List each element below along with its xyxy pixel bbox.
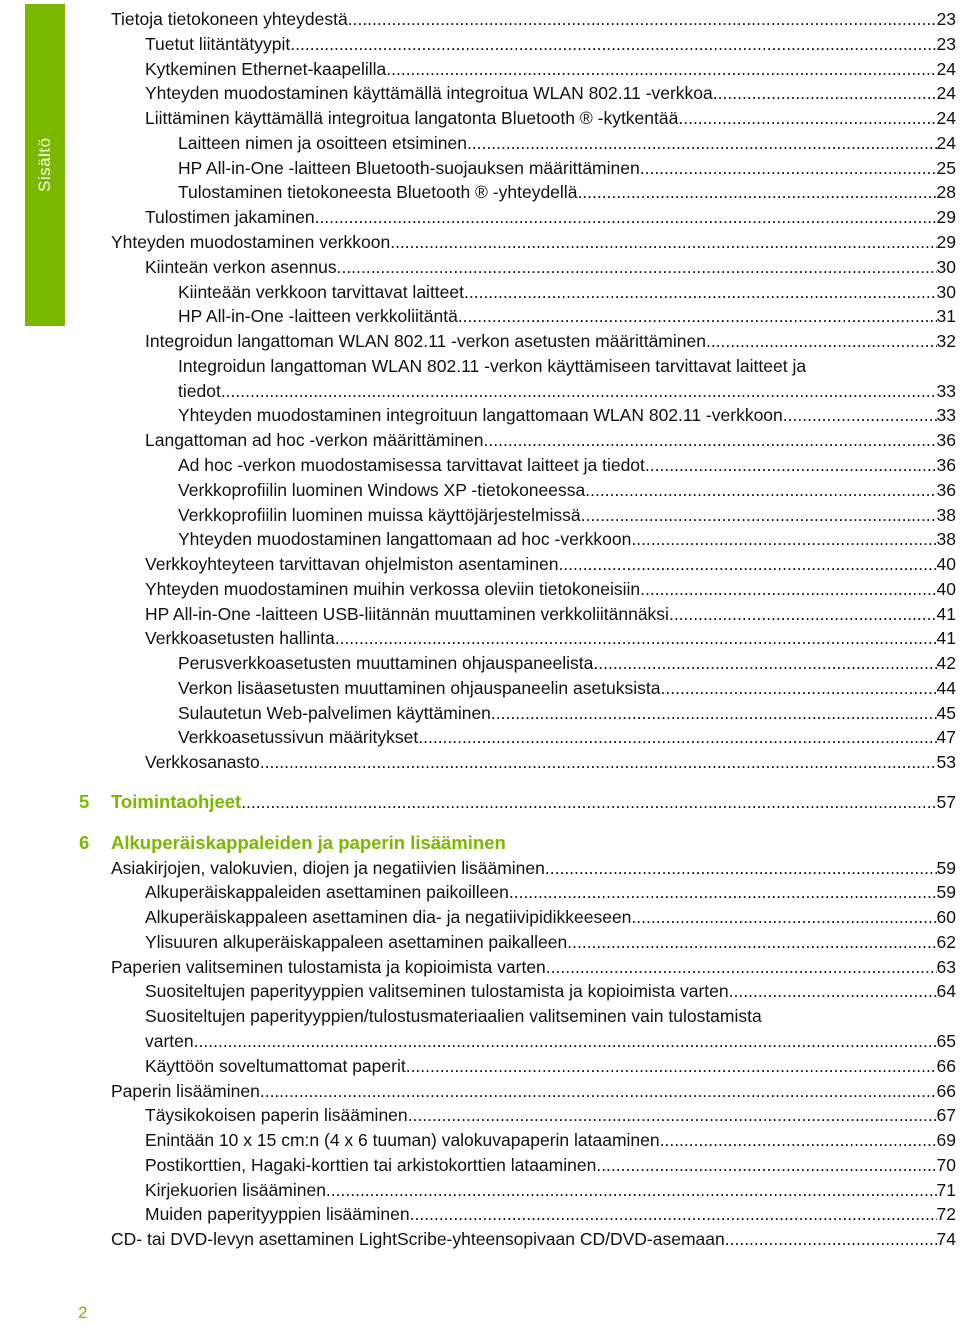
toc-entry-title: Muiden paperityyppien lisääminen — [145, 1204, 410, 1224]
toc-entry-page: 33 — [936, 381, 956, 401]
toc-entry[interactable] — [178, 503, 956, 527]
toc-entry-page: 33 — [936, 405, 956, 425]
toc-entry[interactable] — [145, 106, 956, 130]
toc-entry-page: 67 — [936, 1105, 956, 1125]
toc-entry-page: 47 — [936, 727, 956, 747]
toc-entry-page: 65 — [936, 1031, 956, 1051]
toc-entry-title: Postikorttien, Hagaki-korttien tai arkistokorttien lataaminen — [145, 1155, 597, 1175]
toc-entry-title: HP All-in-One -laitteen verkkoliitäntä — [178, 306, 458, 326]
toc-entry-page: 59 — [936, 882, 956, 902]
toc-entry-title: Verkkoasetussivun määritykset — [178, 727, 419, 747]
toc-entry-page: 38 — [936, 505, 956, 525]
toc-entry[interactable] — [111, 1079, 956, 1103]
toc-entry-title: Kytkeminen Ethernet-kaapelilla — [145, 59, 387, 79]
toc-entry-title: Yhteyden muodostaminen käyttämällä integroitua WLAN 802.11 -verkkoa — [145, 83, 713, 103]
toc-entry-title: HP All-in-One -laitteen USB-liitännän muuttaminen verkkoliitännäksi — [145, 604, 669, 624]
toc-entry-page: 71 — [936, 1180, 956, 1200]
toc-entry[interactable] — [145, 1202, 956, 1226]
toc-entry-title: Käyttöön soveltumattomat paperit — [145, 1056, 406, 1076]
page-number: 2 — [78, 1303, 88, 1322]
chapter-entry[interactable] — [111, 790, 956, 814]
toc-entry[interactable] — [145, 1153, 956, 1177]
toc-entry-title: Tulostaminen tietokoneesta Bluetooth ® -yhteydellä — [178, 182, 578, 202]
toc-entry[interactable] — [178, 131, 956, 155]
toc-entry[interactable] — [145, 1178, 956, 1202]
toc-entry-page: 24 — [936, 59, 956, 79]
toc-entry-page: 72 — [936, 1204, 956, 1224]
toc-entry[interactable] — [178, 156, 956, 180]
toc-entry[interactable] — [145, 57, 956, 81]
toc-entry[interactable] — [178, 676, 956, 700]
toc-entry[interactable] — [111, 230, 956, 254]
toc-entry-title: Ad hoc -verkon muodostamisessa tarvittavat laitteet ja tiedot — [178, 455, 645, 475]
toc-entry-page: 69 — [936, 1130, 956, 1150]
toc-entry[interactable] — [145, 1054, 956, 1078]
toc-entry-title: Verkkosanasto — [145, 752, 260, 772]
toc-entry-page: 30 — [936, 282, 956, 302]
toc-entry[interactable] — [178, 280, 956, 304]
toc-entry-title: Yhteyden muodostaminen langattomaan ad hoc -verkkoon — [178, 529, 632, 549]
toc-entry-title[interactable]: Integroidun langattoman WLAN 802.11 -verkon käyttämiseen tarvittavat laitteet ja — [178, 356, 807, 376]
toc-entry-page: 66 — [936, 1081, 956, 1101]
toc-entry-title: Laitteen nimen ja osoitteen etsiminen — [178, 133, 467, 153]
toc-entry[interactable] — [178, 527, 956, 551]
toc-entry-page: 41 — [936, 628, 956, 648]
chapter-title: Toimintaohjeet — [111, 791, 242, 812]
toc-entry-title: Ylisuuren alkuperäiskappaleen asettaminen paikalleen — [145, 932, 568, 952]
toc-entry-page: 23 — [936, 34, 956, 54]
toc-entry-page: 30 — [936, 257, 956, 277]
toc-entry[interactable] — [145, 930, 956, 954]
toc-entry-title: Suositeltujen paperityyppien valitseminen tulostamista ja kopioimista varten — [145, 981, 729, 1001]
toc-entry[interactable] — [178, 304, 956, 328]
toc-entry[interactable] — [111, 7, 956, 31]
chapter-number: 5 — [79, 791, 90, 812]
toc-entry-title: Paperien valitseminen tulostamista ja kopioimista varten — [111, 957, 546, 977]
toc-entry[interactable] — [145, 428, 956, 452]
toc-entry-page: 24 — [936, 108, 956, 128]
toc-entry-title: Tietoja tietokoneen yhteydestä — [111, 9, 348, 29]
toc-entry-page: 66 — [936, 1056, 956, 1076]
toc-entry-page: 32 — [936, 331, 956, 351]
toc-entry-title: Täysikokoisen paperin lisääminen — [145, 1105, 408, 1125]
side-tab — [25, 4, 65, 326]
toc-entry-page: 29 — [936, 207, 956, 227]
toc-entry-title: Verkkoprofiilin luominen muissa käyttöjärjestelmissä — [178, 505, 581, 525]
toc-entry[interactable] — [145, 1128, 956, 1152]
toc-entry-page: 74 — [936, 1229, 956, 1249]
toc-entry[interactable] — [111, 856, 956, 880]
toc-entry-title: Verkkoprofiilin luominen Windows XP -tietokoneessa — [178, 480, 586, 500]
toc-entry[interactable] — [178, 453, 956, 477]
toc-entry[interactable] — [145, 552, 956, 576]
toc-entry-page: 70 — [936, 1155, 956, 1175]
toc-entry[interactable] — [178, 478, 956, 502]
toc-entry-page: 38 — [936, 529, 956, 549]
toc-entry[interactable] — [111, 955, 956, 979]
toc-entry[interactable] — [145, 880, 956, 904]
toc-entry-title: varten — [145, 1031, 194, 1051]
toc-entry[interactable] — [145, 626, 956, 650]
toc-entry-page: 40 — [936, 554, 956, 574]
toc-entry-title: Sulautetun Web-palvelimen käyttäminen — [178, 703, 491, 723]
toc-entry-title: Tulostimen jakaminen — [145, 207, 315, 227]
toc-entry[interactable] — [145, 905, 956, 929]
toc-entry-title: Kiinteän verkon asennus — [145, 257, 337, 277]
toc-entry[interactable] — [145, 750, 956, 774]
toc-entry[interactable] — [145, 979, 956, 1003]
toc-entry-page: 24 — [936, 83, 956, 103]
toc-entry-page: 23 — [936, 9, 956, 29]
toc-entry-title: Liittäminen käyttämällä integroitua langatonta Bluetooth ® -kytkentää — [145, 108, 679, 128]
toc-entry-title: CD- tai DVD-levyn asettaminen LightScribe-yhteensopivaan CD/DVD-asemaan — [111, 1229, 725, 1249]
toc-entry-title: HP All-in-One -laitteen Bluetooth-suojauksen määrittäminen — [178, 158, 640, 178]
toc-entry-page: 31 — [936, 306, 956, 326]
toc-entry-title: Alkuperäiskappaleen asettaminen dia- ja negatiivipidikkeeseen — [145, 907, 632, 927]
toc-entry-page: 36 — [936, 455, 956, 475]
toc-entry[interactable] — [178, 403, 956, 427]
toc-entry-page: 53 — [936, 752, 956, 772]
toc-entry-title: Verkkoasetusten hallinta — [145, 628, 335, 648]
toc-entry[interactable] — [178, 180, 956, 204]
toc-entry[interactable] — [178, 725, 956, 749]
toc-entry[interactable] — [145, 1029, 956, 1053]
chapter-number: 6 — [79, 832, 90, 853]
toc-entry-page: 64 — [936, 981, 956, 1001]
toc-entry[interactable] — [145, 577, 956, 601]
side-tab-label: Sisältö — [35, 137, 54, 193]
toc-entry-title: Alkuperäiskappaleiden asettaminen paikoilleen — [145, 882, 509, 902]
toc-entry-title: Enintään 10 x 15 cm:n (4 x 6 tuuman) valokuvapaperin lataaminen — [145, 1130, 660, 1150]
toc-entry-page: 36 — [936, 480, 956, 500]
toc-entry-title: Kirjekuorien lisääminen — [145, 1180, 326, 1200]
toc-entry-title: Yhteyden muodostaminen verkkoon — [111, 232, 391, 252]
toc-entry-title: Verkon lisäasetusten muuttaminen ohjauspaneelin asetuksista — [178, 678, 661, 698]
toc-entry-page: 45 — [936, 703, 956, 723]
toc-entry[interactable] — [178, 379, 956, 403]
toc-entry-page: 44 — [936, 678, 956, 698]
toc-entry-title: Perusverkkoasetusten muuttaminen ohjauspaneelista — [178, 653, 594, 673]
toc-entry-page: 63 — [936, 957, 956, 977]
toc-entry[interactable] — [178, 701, 956, 725]
toc-entry[interactable] — [178, 651, 956, 675]
toc-entry-title: Integroidun langattoman WLAN 802.11 -verkon asetusten määrittäminen — [145, 331, 706, 351]
toc-entry-title: tiedot — [178, 381, 221, 401]
toc-entry-page: 60 — [936, 907, 956, 927]
toc-entry-title: Asiakirjojen, valokuvien, diojen ja negatiivien lisääminen — [111, 858, 545, 878]
toc-entry-page: 28 — [936, 182, 956, 202]
toc-entry[interactable] — [145, 32, 956, 56]
toc-entry-page: 25 — [936, 158, 956, 178]
toc-entry-title: Paperin lisääminen — [111, 1081, 260, 1101]
toc-entry-title: Tuetut liitäntätyypit — [145, 34, 291, 54]
toc-entry-title: Yhteyden muodostaminen integroituun langattomaan WLAN 802.11 -verkkoon — [178, 405, 783, 425]
toc-entry-page: 40 — [936, 579, 956, 599]
chapter-title[interactable]: Alkuperäiskappaleiden ja paperin lisääminen — [111, 832, 506, 853]
toc-entry-title: Verkkoyhteyteen tarvittavan ohjelmiston asentaminen — [145, 554, 559, 574]
toc-entry-page: 42 — [936, 653, 956, 673]
toc-entry[interactable] — [145, 329, 956, 353]
toc-entry-title: Kiinteään verkkoon tarvittavat laitteet — [178, 282, 464, 302]
toc-entry[interactable] — [145, 81, 956, 105]
toc-entry-page: 59 — [936, 858, 956, 878]
toc-entry-title[interactable]: Suositeltujen paperityyppien/tulostusmateriaalien valitseminen vain tulostamista — [145, 1006, 762, 1026]
toc-entry[interactable] — [145, 602, 956, 626]
toc-entry[interactable] — [111, 1227, 956, 1251]
toc-entry-page: 29 — [936, 232, 956, 252]
toc-entry[interactable] — [145, 1103, 956, 1127]
toc-entry-title: Langattoman ad hoc -verkon määrittäminen — [145, 430, 484, 450]
toc-entry-page: 41 — [936, 604, 956, 624]
toc-entry-page: 24 — [936, 133, 956, 153]
toc-entry-page: 57 — [936, 792, 956, 812]
toc-entry[interactable] — [145, 205, 956, 229]
toc-entry-page: 62 — [936, 932, 956, 952]
toc-entry-page: 36 — [936, 430, 956, 450]
toc-entry-title: Yhteyden muodostaminen muihin verkossa oleviin tietokoneisiin — [145, 579, 641, 599]
toc-entry[interactable] — [145, 255, 956, 279]
